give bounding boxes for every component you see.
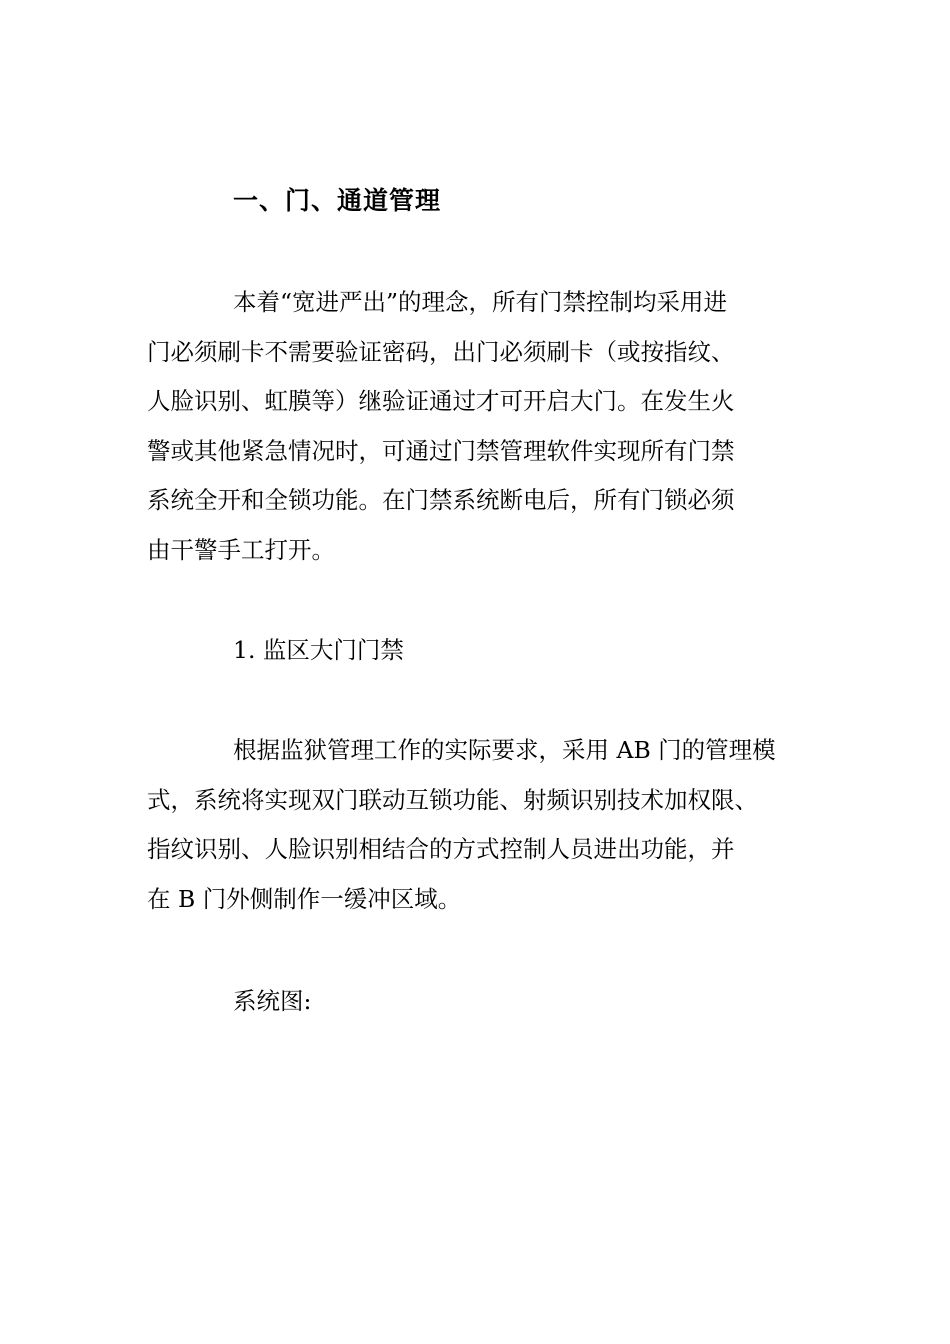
paragraph-line: 指纹识别、人脸识别相结合的方式控制人员进出功能，并 [147, 835, 735, 863]
paragraph-line: 式，系统将实现双门联动互锁功能、射频识别技术加权限、 [147, 785, 758, 814]
paragraph-line: 系统全开和全锁功能。在门禁系统断电后，所有门锁必须 [147, 486, 735, 514]
section-heading: 一、门、通道管理 [233, 186, 442, 215]
paragraph-line: 由干警手工打开。 [147, 535, 335, 564]
paragraph-access-principle [147, 278, 807, 575]
system-diagram-label: 系统图: [233, 987, 312, 1015]
paragraph-line: 本着“宽进严出”的理念，所有门禁控制均采用进 [233, 288, 728, 316]
paragraph-line: 根据监狱管理工作的实际要求，采用 AB 门的管理模 [233, 736, 776, 764]
paragraph-line: 警或其他紧急情况时，可通过门禁管理软件实现所有门禁 [147, 436, 735, 465]
paragraph-line: 在 B 门外侧制作一缓冲区域。 [147, 884, 462, 913]
paragraph-line: 门必须刷卡不需要验证密码，出门必须刷卡（或按指纹、 [147, 337, 735, 366]
subsection-heading: 1. 监区大门门禁 [233, 636, 404, 664]
paragraph-ab-door [147, 726, 807, 924]
paragraph-line: 人脸识别、虹膜等）继验证通过才可开启大门。在发生火 [147, 387, 735, 415]
